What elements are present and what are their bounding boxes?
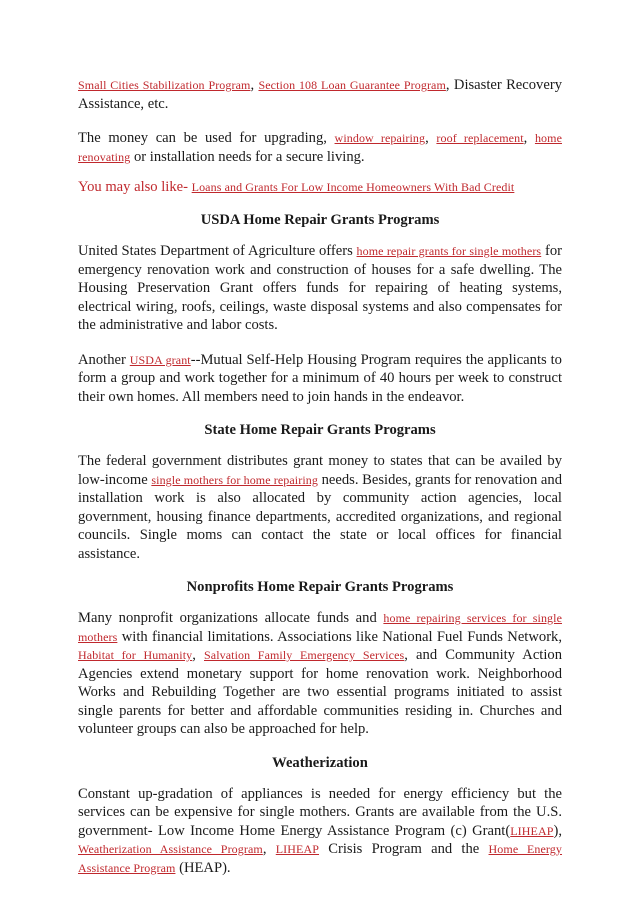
nonprofit-heading: Nonprofits Home Repair Grants Programs: [186, 579, 454, 595]
nonprofit-paragraph: Many nonprofit organizations allocate funds and home repairing services for single mothers with financial limitations. Associations like National Fuel Funds Network, Habitat for Humanity, Salvation Family Emergency Services, and Community Action Agencies extend monetary support for home renovation work. Neighborhood Works and Rebuilding Together are two essential programs initiated to assist single parents for better and affordable communities residing in. Churches and volunteer groups can also be approached for help.: [78, 610, 563, 737]
state-heading: State Home Repair Grants Programs: [204, 422, 436, 438]
link-home-renovating[interactable]: home renovating: [78, 131, 562, 164]
intro-paragraph: Small Cities Stabilization Program, Section 108 Loan Guarantee Program, Disaster Recovery Assistance, etc.: [78, 77, 562, 112]
usda-heading: USDA Home Repair Grants Programs: [200, 212, 440, 228]
link-weatherization-assistance[interactable]: Weatherization Assistance Program: [78, 842, 263, 856]
link-usda-grant[interactable]: USDA grant: [129, 352, 191, 367]
link-home-repair-grants-single-mothers[interactable]: home repair grants for single mothers: [356, 244, 542, 258]
usda-paragraph-1: United States Department of Agriculture offers home repair grants for single mothers for emergency renovation work and construction of houses for a safe dwelling. The Housing Preservation Grant offers funds for repairing of heating systems, electrical wiring, roofs, ceilings, waste disposal systems and also compensates for the administrative and labor costs.: [78, 243, 563, 333]
link-section-108-program[interactable]: Section 108 Loan Guarantee Program: [258, 78, 446, 92]
weatherization-heading: Weatherization: [272, 754, 368, 771]
usda-paragraph-2: Another USDA grant--Mutual Self-Help Housing Program requires the applicants to form a group and work together for a minimum of 40 hours per week to construct their own homes. All members need to join hands in the endeavor.: [78, 351, 562, 405]
link-liheap-crisis[interactable]: LIHEAP: [275, 842, 320, 856]
link-home-repairing-services[interactable]: home repairing services for single mothers: [78, 611, 562, 644]
weatherization-paragraph: Constant up-gradation of appliances is needed for energy efficiency but the services can be expensive for single mothers. Grants are available from the U.S. government- Low Income Home Energy Assistance Program (c) Grant(LIHEAP), Weatherization Assistance Program, LIHEAP Crisis Program and the Home Energy Assistance Program (HEAP).: [78, 785, 563, 876]
link-home-energy-assistance[interactable]: Home Energy Assistance Program: [78, 842, 563, 875]
link-habitat-for-humanity[interactable]: Habitat for Humanity: [78, 648, 193, 662]
money-paragraph: The money can be used for upgrading, window repairing, roof replacement, home renovating or installation needs for a secure living.: [78, 130, 562, 165]
also-like-line: [78, 178, 562, 196]
link-salvation-family-emergency[interactable]: Salvation Family Emergency Services: [204, 648, 405, 662]
link-loans-and-grants[interactable]: Loans and Grants For Low Income Homeowners With Bad Credit: [191, 180, 515, 194]
state-paragraph: The federal government distributes grant money to states that can be availed by low-income single mothers for home repairing needs. Besides, grants for renovation and installation work is also allocated by community action agencies, local government, housing finance departments, accredited organizations, and regional councils. Single moms can contact the state or local offices for financial assistance.: [78, 453, 562, 562]
link-small-cities-program[interactable]: Small Cities Stabilization Program: [78, 78, 251, 92]
link-liheap[interactable]: LIHEAP: [510, 823, 554, 838]
link-single-mothers-home-repairing[interactable]: single mothers for home repairing: [151, 472, 318, 487]
link-window-repairing[interactable]: window repairing: [334, 131, 426, 145]
also-like-label: You may also like-: [78, 179, 192, 195]
link-roof-replacement[interactable]: roof replacement: [436, 131, 524, 145]
